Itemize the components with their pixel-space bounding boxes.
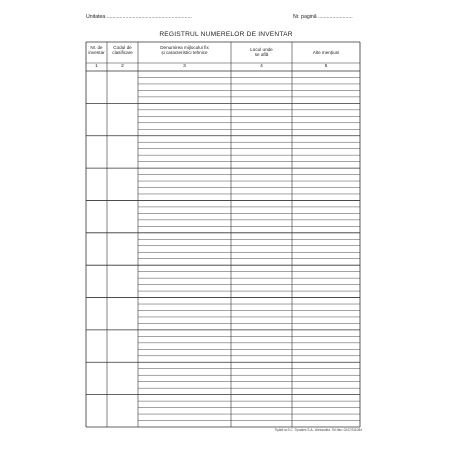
column-number-1: 1	[95, 63, 98, 69]
column-header-line: Locul unde	[250, 47, 273, 52]
column-header-line: clasificare	[112, 49, 133, 55]
unit-field-label: Unitatea ...........................................................	[86, 14, 192, 20]
column-number-3: 3	[183, 63, 186, 69]
column-number-5: 5	[324, 63, 328, 69]
column-header-line: Codul de	[113, 44, 132, 50]
column-header-line: Alte mențiuni	[312, 49, 340, 55]
printer-imprint: Tipărit la S.C. Tipoalex S.A., Alexandria. Tel./fax: 0247/311084	[274, 428, 362, 432]
column-header-other-mentions	[292, 50, 360, 55]
column-header-inventory-number	[86, 45, 107, 56]
column-number-2: 2	[121, 63, 124, 69]
column-header-line: și caracteristici tehnice	[161, 49, 208, 55]
column-header-line: inventar	[88, 49, 105, 55]
column-number-4: 4	[260, 63, 263, 69]
page-number-field-label: Nr. pagină ........................	[293, 14, 353, 20]
column-header-classification-code	[107, 45, 138, 56]
column-header-line: Denumirea mijlocului fix	[160, 44, 209, 50]
column-header-line: Nr. de	[90, 44, 103, 50]
column-header-asset-description	[138, 45, 231, 56]
column-header-line: se află	[254, 52, 269, 58]
register-title: REGISTRUL NUMERELOR DE INVENTAR	[159, 31, 293, 38]
column-header-location	[231, 47, 292, 58]
